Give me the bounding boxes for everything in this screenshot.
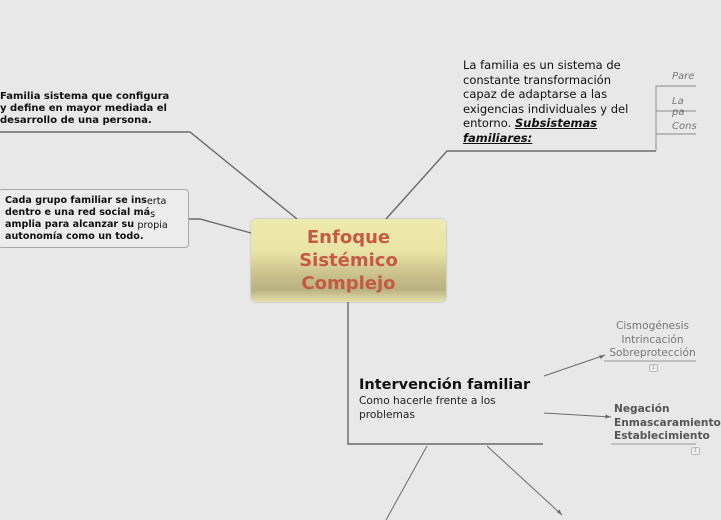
subsystem-child-3[interactable]: Cons: [672, 121, 697, 132]
intervencion-subtitle: Como hacerle frente a los problemas: [359, 395, 496, 421]
topic-intervencion[interactable]: [359, 376, 539, 422]
note-grupo-box[interactable]: [0, 189, 189, 248]
topic-familia-text: La familia es un sistema de constante transformación capaz de adaptarse a las exigencias individuales y del entorno.: [463, 58, 629, 131]
child1-line1: Cismogénesis: [615, 320, 690, 332]
note-grupo-line1-tail: erta: [146, 196, 167, 207]
note-grupo-line4: autonomía como un todo.: [5, 231, 144, 242]
child2-line2: Enmascaramiento: [614, 416, 721, 429]
link-intervencion-child4: [386, 446, 427, 520]
note-grupo-line2: dentro e una red social má: [5, 207, 151, 218]
central-topic-title: Enfoque Sistémico Complejo: [299, 227, 398, 294]
intervencion-child-2[interactable]: [614, 403, 721, 444]
central-topic[interactable]: [251, 219, 446, 302]
link-intervencion-child1: [544, 355, 605, 376]
note-grupo-line3-tail: propia: [137, 220, 168, 231]
link-intervencion-child3: [487, 446, 562, 515]
link-to-familia-topic: [386, 151, 656, 219]
child1-line3: Sobreprotección: [609, 347, 696, 359]
intervencion-child-1[interactable]: [605, 320, 700, 361]
link-to-grupo-note: [188, 219, 251, 233]
child1-collapse-icon[interactable]: 1: [649, 364, 658, 372]
subsystem-child-2[interactable]: La pa: [672, 96, 685, 118]
note-familia-text: Familia sistema que configura y define en mayor mediada el desarrollo de una persona.: [0, 91, 170, 126]
arrow-child3: [557, 510, 562, 516]
child1-line2: Intrincación: [621, 333, 684, 346]
note-grupo-text: [5, 195, 195, 243]
child2-line3: Establecimiento: [614, 430, 710, 442]
note-familia[interactable]: [0, 91, 175, 127]
subsystem-child-1[interactable]: Pare: [672, 71, 695, 82]
topic-familia-subsystems: Subsistemas familiares:: [463, 116, 598, 145]
intervencion-title: Intervención familiar: [359, 377, 531, 393]
link-intervencion-child2: [544, 413, 611, 417]
note-grupo-line3: amplia para alcanzar su: [5, 219, 135, 230]
link-to-intervencion: [348, 302, 543, 444]
note-grupo-line2-tail: s: [150, 209, 156, 220]
note-grupo-line1: Cada grupo familiar se ins: [5, 195, 147, 206]
child2-collapse-icon[interactable]: 1: [691, 447, 700, 455]
topic-familia[interactable]: [463, 58, 648, 146]
child2-line1: Negación: [614, 403, 670, 415]
